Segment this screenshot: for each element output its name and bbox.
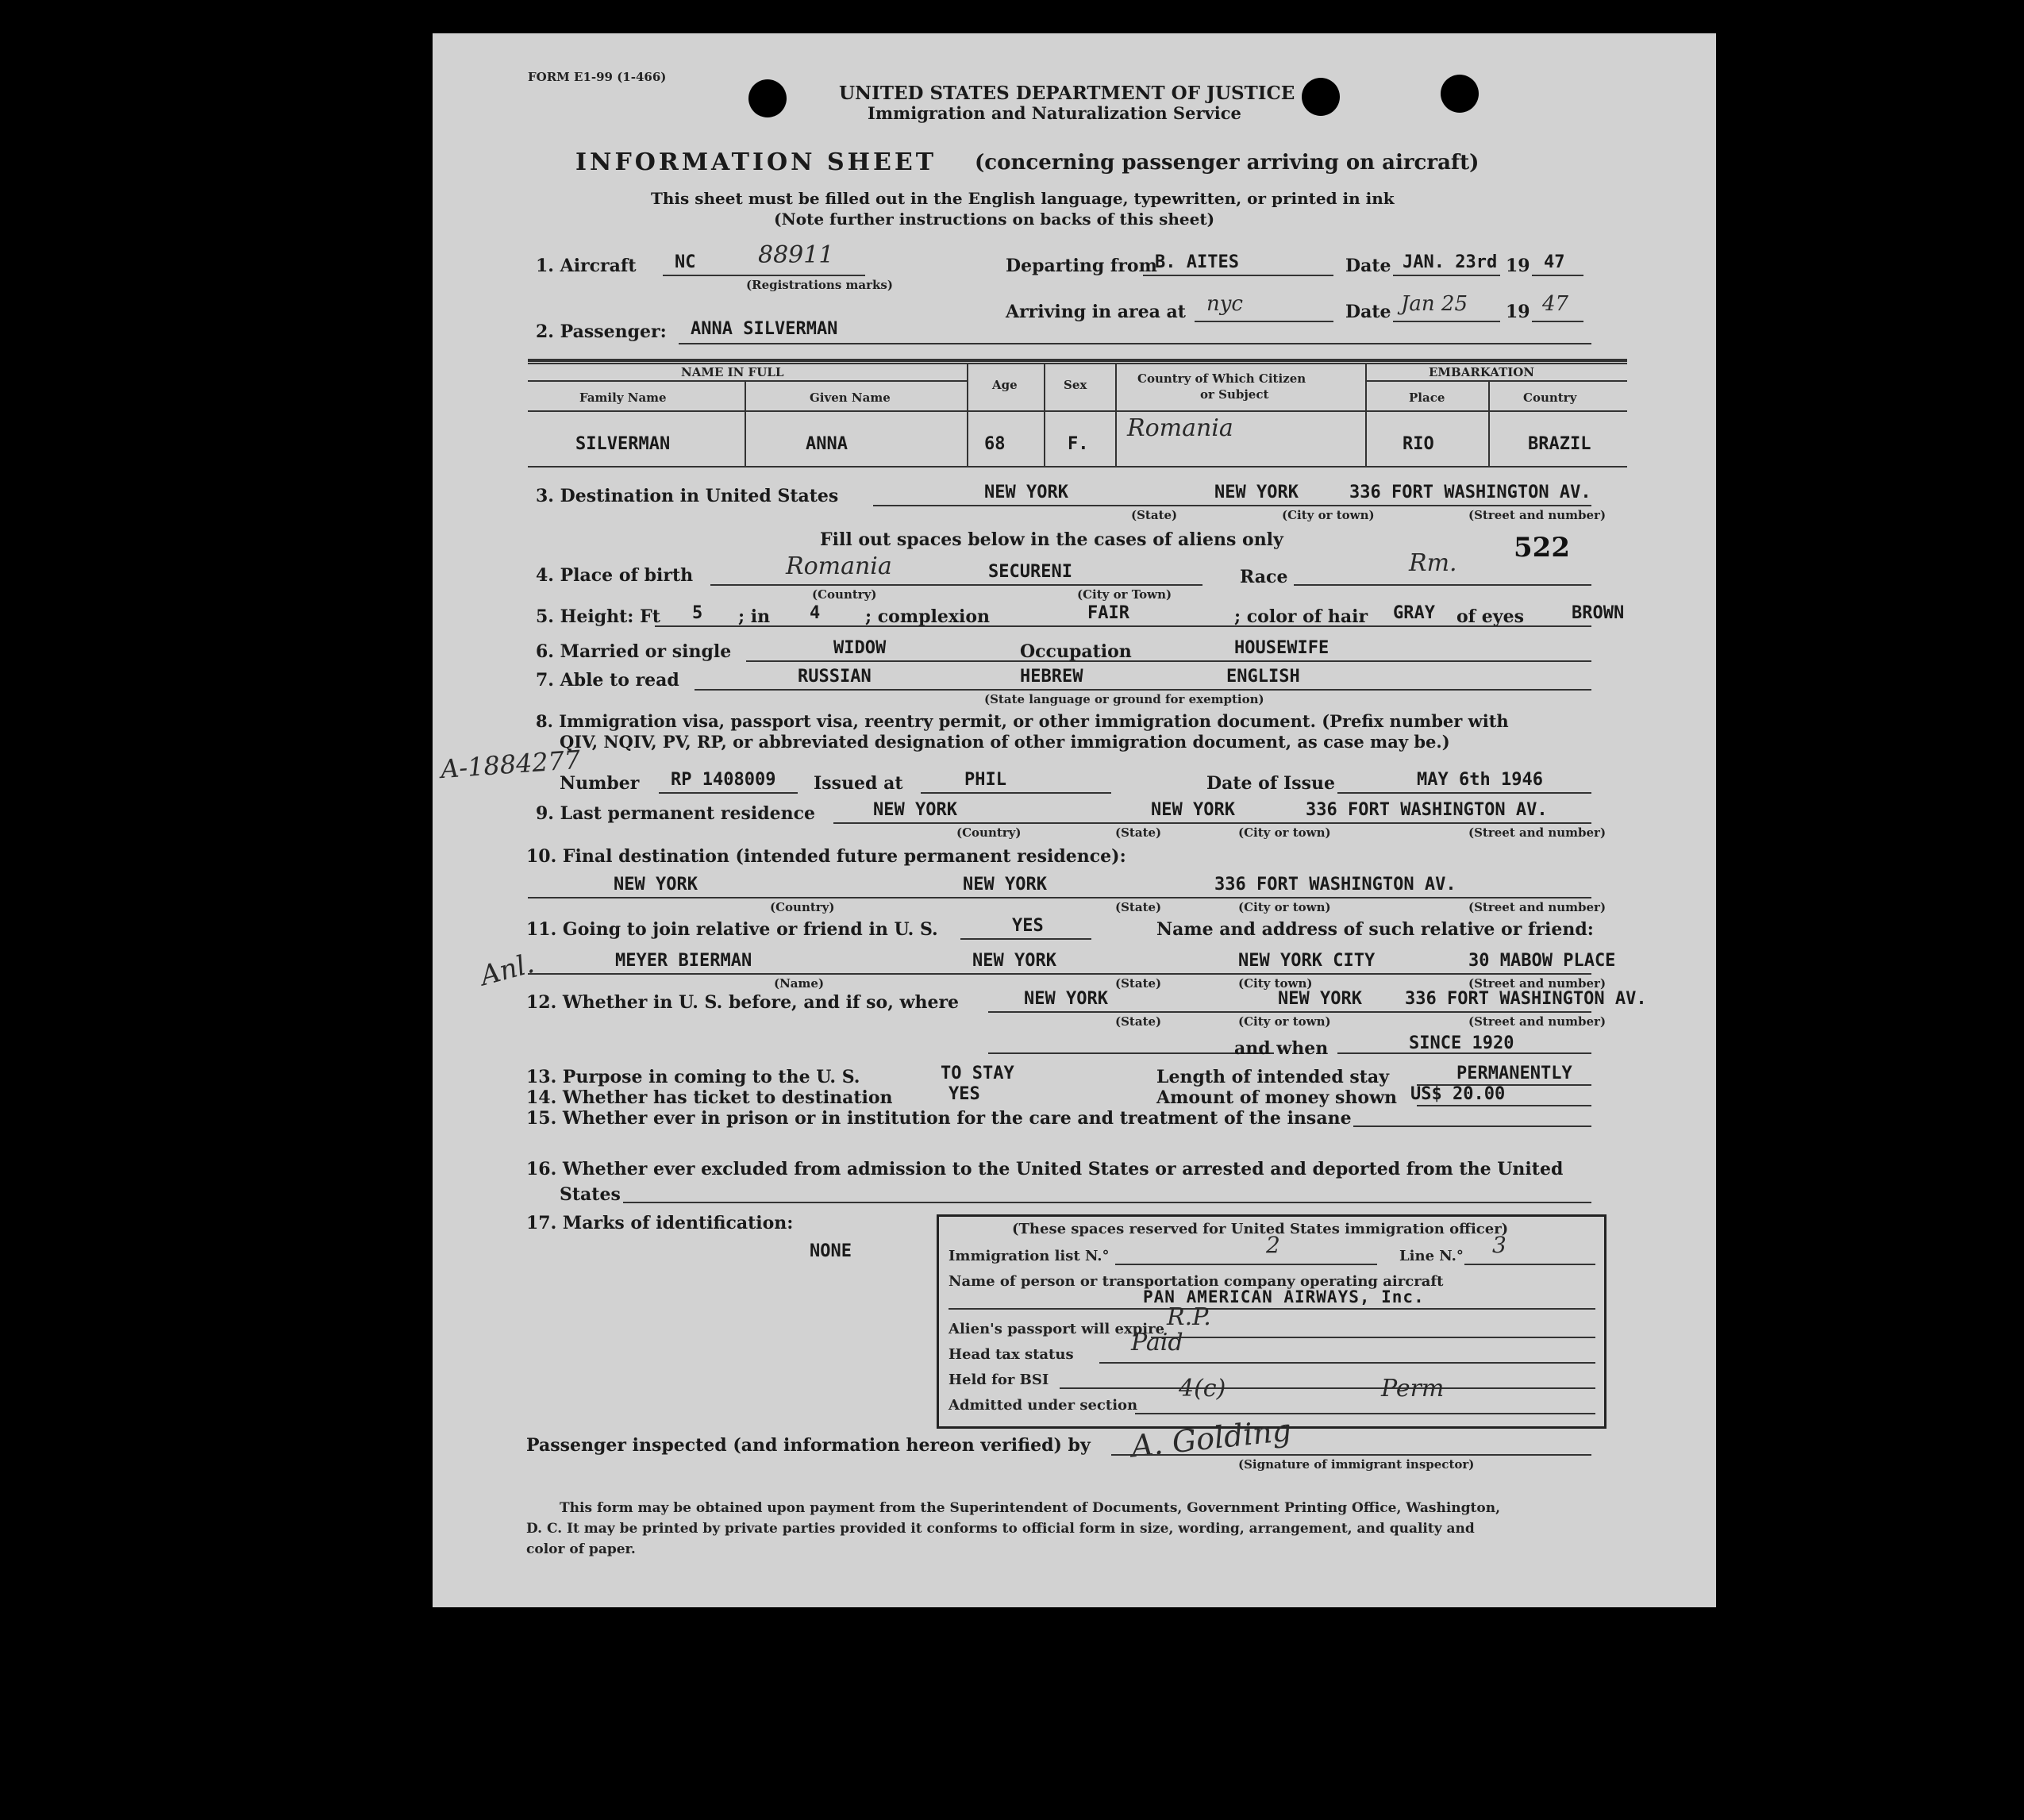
married-value: WIDOW xyxy=(833,638,887,658)
table-header-sex: Sex xyxy=(1064,378,1087,392)
destination-state-caption: (State) xyxy=(1131,508,1178,522)
last-residence-city-caption: (City or town) xyxy=(1238,825,1331,840)
signature-caption: (Signature of immigrant inspector) xyxy=(1238,1457,1475,1472)
form-title: INFORMATION SHEET xyxy=(575,148,937,176)
table-header-family-name: Family Name xyxy=(579,391,667,405)
relative-city-caption: (City town) xyxy=(1238,976,1313,991)
excluded-line-2: States xyxy=(560,1184,621,1205)
arrival-date-label: Date xyxy=(1345,302,1391,322)
destination-city: NEW YORK xyxy=(1214,483,1299,502)
relative-name-caption: (Name) xyxy=(774,976,825,991)
before-street: 336 FORT WASHINGTON AV. xyxy=(1405,989,1647,1009)
transport-label: Name of person or transportation company operating aircraft xyxy=(949,1273,1444,1290)
last-residence-country-caption: (Country) xyxy=(956,825,1022,840)
before-state: NEW YORK xyxy=(1024,989,1108,1009)
height-ft: 5 xyxy=(692,603,703,623)
table-header-name-in-full: NAME IN FULL xyxy=(681,365,784,379)
money-value: US$ 20.00 xyxy=(1410,1084,1506,1104)
citizenship-value: Romania xyxy=(1127,414,1233,442)
line-number-value: 3 xyxy=(1492,1232,1506,1258)
instruction-line-2: (Note further instructions on backs of this sheet) xyxy=(774,210,1215,229)
head-tax-label: Head tax status xyxy=(949,1346,1074,1363)
race-value: Rm. xyxy=(1409,549,1457,577)
table-header-place: Place xyxy=(1409,391,1445,405)
arriving-label: Arriving in area at xyxy=(1006,302,1186,322)
arrival-year-prefix: 19 xyxy=(1506,302,1530,322)
race-label: Race xyxy=(1240,567,1288,587)
prison-label: 15. Whether ever in prison or in institution for the care and treatment of the insane xyxy=(526,1108,1352,1129)
embarkation-country-value: BRAZIL xyxy=(1528,434,1591,454)
destination-street: 336 FORT WASHINGTON AV. xyxy=(1349,483,1591,502)
before-city-caption: (City or town) xyxy=(1238,1014,1331,1029)
final-destination-street-caption: (Street and number) xyxy=(1468,900,1607,914)
issue-date-value: MAY 6th 1946 xyxy=(1417,770,1543,790)
complexion-label: ; complexion xyxy=(865,606,991,627)
before-when-label: and when xyxy=(1234,1038,1329,1059)
relative-state: NEW YORK xyxy=(972,951,1056,971)
departing-value: B. AITES xyxy=(1155,252,1239,272)
table-header-age: Age xyxy=(992,378,1018,392)
punch-hole-left xyxy=(748,79,787,117)
punch-hole-right xyxy=(1441,75,1479,113)
complexion-value: FAIR xyxy=(1087,603,1129,623)
visa-number-label: Number xyxy=(560,773,640,794)
year-value: 47 xyxy=(1544,252,1565,272)
footer-line-1: This form may be obtained upon payment from the Superintendent of Documents, Government Printing Office, Washington, xyxy=(560,1500,1501,1516)
passport-expire-label: Alien's passport will expire xyxy=(949,1321,1165,1337)
instruction-line-1: This sheet must be filled out in the English language, typewritten, or printed in ink xyxy=(651,189,1395,208)
read-language-1: RUSSIAN xyxy=(798,667,872,687)
destination-street-caption: (Street and number) xyxy=(1468,508,1607,522)
departing-label: Departing from xyxy=(1006,256,1157,276)
ticket-label: 14. Whether has ticket to destination xyxy=(526,1087,893,1108)
held-bsi-label: Held for BSI xyxy=(949,1372,1049,1388)
table-header-embarkation: EMBARKATION xyxy=(1429,365,1535,379)
occupation-label: Occupation xyxy=(1020,641,1132,662)
immigration-list-label: Immigration list N.° xyxy=(949,1248,1110,1264)
arrival-date-value: Jan 25 xyxy=(1401,292,1468,316)
purpose-label: 13. Purpose in coming to the U. S. xyxy=(526,1067,860,1087)
passport-expire-value: R.P. xyxy=(1167,1303,1211,1331)
form-id: FORM E1-99 (1-466) xyxy=(528,70,667,84)
inspector-signature: A. Golding xyxy=(1129,1412,1294,1464)
relative-street-caption: (Street and number) xyxy=(1468,976,1607,991)
relative-name-label: Name and address of such relative or friend: xyxy=(1156,919,1594,940)
height-in-label: ; in xyxy=(738,606,771,627)
aircraft-label: 1. Aircraft xyxy=(536,256,637,276)
destination-city-caption: (City or town) xyxy=(1282,508,1375,522)
eyes-value: BROWN xyxy=(1572,603,1625,623)
visa-line-1: 8. Immigration visa, passport visa, reentry permit, or other immigration document. (Prefix number with xyxy=(536,711,1509,731)
height-in: 4 xyxy=(810,603,821,623)
birth-label: 4. Place of birth xyxy=(536,565,694,586)
annotation-522: 522 xyxy=(1514,532,1570,564)
given-name-value: ANNA xyxy=(806,434,848,454)
service-title: Immigration and Naturalization Service xyxy=(868,103,1241,123)
line-number-label: Line N.° xyxy=(1399,1248,1464,1264)
department-title: UNITED STATES DEPARTMENT OF JUSTICE xyxy=(839,83,1295,104)
issue-date-label: Date of Issue xyxy=(1206,773,1336,794)
document-page xyxy=(433,33,1716,1607)
immigration-list-value: 2 xyxy=(1266,1232,1280,1258)
sex-value: F. xyxy=(1068,434,1089,454)
passenger-label: 2. Passenger: xyxy=(536,321,667,342)
last-residence-state-caption: (State) xyxy=(1115,825,1162,840)
embarkation-place-value: RIO xyxy=(1403,434,1434,454)
join-label: 11. Going to join relative or friend in U. S. xyxy=(526,919,938,940)
before-city: NEW YORK xyxy=(1278,989,1362,1009)
passenger-value: ANNA SILVERMAN xyxy=(691,319,838,339)
admitted-section-value: 4(c) xyxy=(1179,1375,1226,1403)
join-value: YES xyxy=(1012,916,1044,936)
officer-box-title: (These spaces reserved for United States immigration officer) xyxy=(1012,1221,1509,1237)
date-label: Date xyxy=(1345,256,1391,276)
stay-value: PERMANENTLY xyxy=(1456,1064,1572,1083)
birth-city: SECURENI xyxy=(988,562,1072,582)
last-residence-city: NEW YORK xyxy=(1151,800,1235,820)
last-residence-street: 336 FORT WASHINGTON AV. xyxy=(1306,800,1548,820)
occupation-value: HOUSEWIFE xyxy=(1234,638,1329,658)
last-residence-country: NEW YORK xyxy=(873,800,957,820)
table-header-country-1: Country of Which Citizen xyxy=(1137,371,1306,386)
footer-line-3: color of paper. xyxy=(526,1541,636,1557)
aircraft-number: 88911 xyxy=(758,241,834,269)
aliens-note: Fill out spaces below in the cases of aliens only xyxy=(820,529,1283,550)
birth-country: Romania xyxy=(786,552,892,580)
height-label: 5. Height: Ft xyxy=(536,606,660,627)
marks-value: NONE xyxy=(810,1241,852,1261)
excluded-line-1: 16. Whether ever excluded from admission to the United States or arrested and deported from the United xyxy=(526,1159,1564,1179)
before-street-caption: (Street and number) xyxy=(1468,1014,1607,1029)
eyes-label: of eyes xyxy=(1456,606,1524,627)
margin-note-anl: Anl. xyxy=(476,947,538,993)
table-header-country-emb: Country xyxy=(1523,391,1577,405)
issued-at-label: Issued at xyxy=(814,773,903,794)
last-residence-label: 9. Last permanent residence xyxy=(536,803,815,824)
hair-value: GRAY xyxy=(1393,603,1435,623)
head-tax-value: Paid xyxy=(1131,1329,1183,1356)
inspected-label: Passenger inspected (and information hereon verified) by xyxy=(526,1435,1091,1456)
transport-value: PAN AMERICAN AIRWAYS, Inc. xyxy=(1143,1287,1425,1306)
last-residence-street-caption: (Street and number) xyxy=(1468,825,1607,840)
birth-city-caption: (City or Town) xyxy=(1077,587,1172,602)
read-language-3: ENGLISH xyxy=(1226,667,1300,687)
final-destination-country-caption: (Country) xyxy=(770,900,835,914)
relative-street: 30 MABOW PLACE xyxy=(1468,951,1616,971)
final-destination-label: 10. Final destination (intended future permanent residence): xyxy=(526,846,1126,867)
arriving-value: nyc xyxy=(1206,292,1243,316)
admitted-perm-value: Perm xyxy=(1381,1375,1445,1403)
hair-label: ; color of hair xyxy=(1234,606,1368,627)
money-label: Amount of money shown xyxy=(1156,1087,1398,1108)
read-label: 7. Able to read xyxy=(536,670,679,691)
ticket-value: YES xyxy=(949,1084,980,1104)
final-destination-state-caption: (State) xyxy=(1115,900,1162,914)
relative-name: MEYER BIERMAN xyxy=(615,951,752,971)
date-value: JAN. 23rd xyxy=(1403,252,1498,272)
purpose-value: TO STAY xyxy=(941,1064,1014,1083)
stay-label: Length of intended stay xyxy=(1156,1067,1389,1087)
age-value: 68 xyxy=(984,434,1006,454)
birth-country-caption: (Country) xyxy=(812,587,877,602)
punch-hole-center xyxy=(1302,78,1340,116)
table-header-country-2: or Subject xyxy=(1200,387,1269,402)
before-state-caption: (State) xyxy=(1115,1014,1162,1029)
destination-label: 3. Destination in United States xyxy=(536,486,839,506)
footer-line-2: D. C. It may be printed by private parties provided it conforms to official form in size, wording, arrangement, and quality and xyxy=(526,1521,1475,1537)
read-caption: (State language or ground for exemption) xyxy=(984,692,1264,706)
before-when-value: SINCE 1920 xyxy=(1409,1033,1514,1053)
visa-line-2: QIV, NQIV, PV, RP, or abbreviated designation of other immigration document, as case may be.) xyxy=(560,732,1450,752)
final-destination-city-caption: (City or town) xyxy=(1238,900,1331,914)
issued-at-value: PHIL xyxy=(964,770,1006,790)
form-subtitle: (concerning passenger arriving on aircraft) xyxy=(975,151,1480,175)
final-destination-street: 336 FORT WASHINGTON AV. xyxy=(1214,875,1456,895)
relative-city: NEW YORK CITY xyxy=(1238,951,1376,971)
marks-label: 17. Marks of identification: xyxy=(526,1213,794,1233)
final-destination-country: NEW YORK xyxy=(614,875,698,895)
arrival-year-value: 47 xyxy=(1542,292,1569,316)
aircraft-prefix: NC xyxy=(675,252,696,272)
married-label: 6. Married or single xyxy=(536,641,732,662)
family-name-value: SILVERMAN xyxy=(575,434,671,454)
final-destination-state: NEW YORK xyxy=(963,875,1047,895)
visa-number-value: RP 1408009 xyxy=(671,770,776,790)
relative-state-caption: (State) xyxy=(1115,976,1162,991)
registration-caption: (Registrations marks) xyxy=(746,278,893,292)
a-number-annotation: A-1884277 xyxy=(439,744,582,785)
year-prefix: 19 xyxy=(1506,256,1530,276)
destination-state: NEW YORK xyxy=(984,483,1068,502)
table-header-given-name: Given Name xyxy=(810,391,891,405)
read-language-2: HEBREW xyxy=(1020,667,1083,687)
admitted-section-label: Admitted under section xyxy=(949,1397,1138,1414)
before-label: 12. Whether in U. S. before, and if so, where xyxy=(526,992,960,1013)
